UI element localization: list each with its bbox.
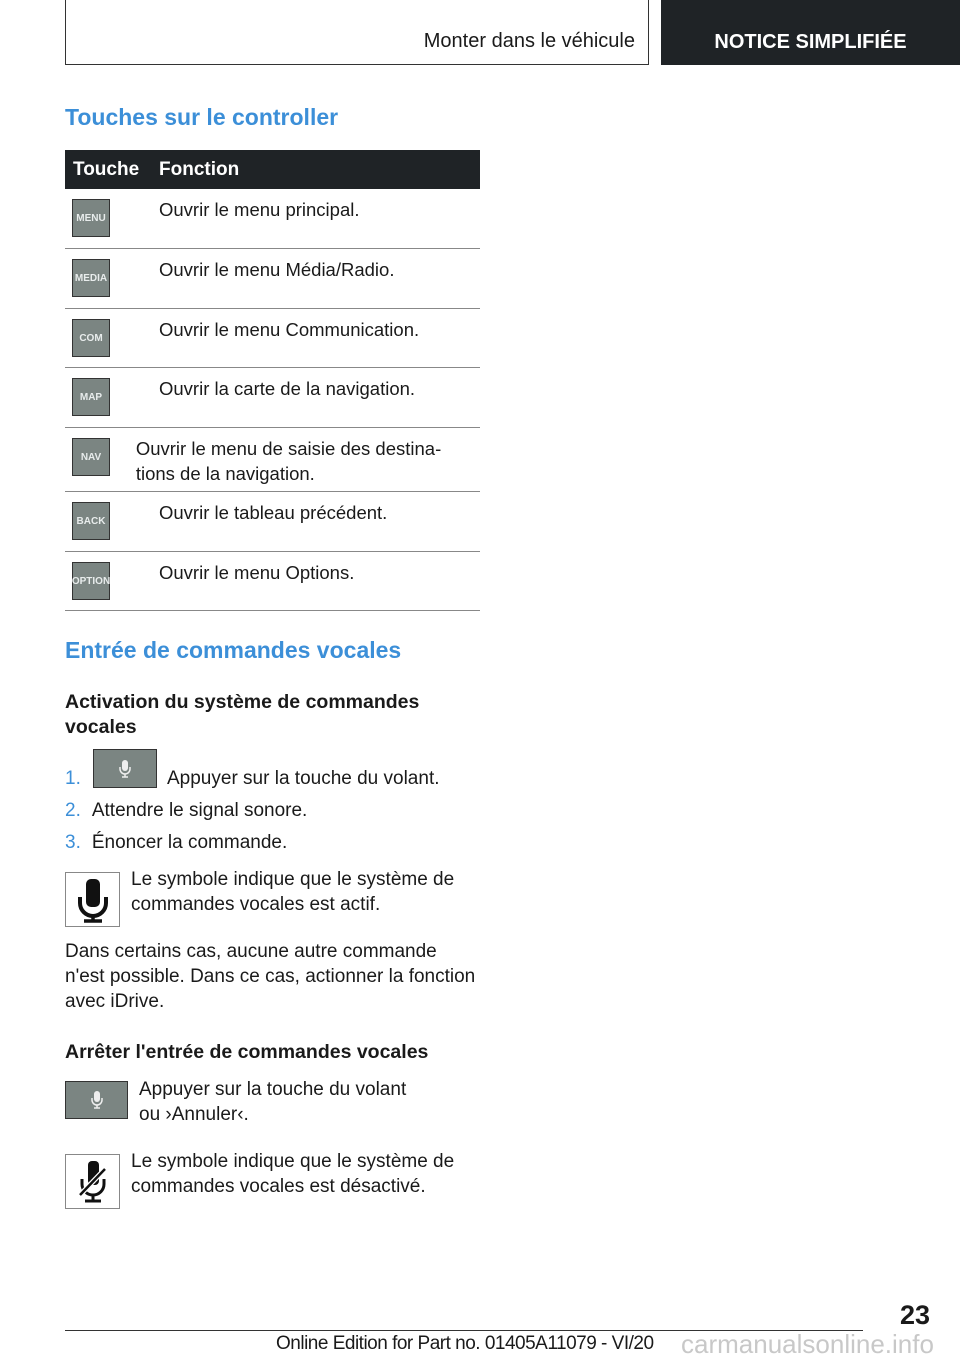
table-row — [65, 249, 480, 309]
step-text: Appuyer sur la touche du volant. — [167, 768, 440, 789]
function-cell: Ouvrir le tableau précédent. — [159, 502, 388, 523]
idrive-paragraph: Dans certains cas, aucune autre commande n'est possible. Dans ce cas, actionner la fonction avec iDrive. — [65, 941, 476, 1012]
back-key-icon: BACK — [72, 502, 110, 540]
key-cell — [65, 368, 159, 427]
step-number: 2. — [65, 800, 81, 821]
key-cell — [65, 428, 136, 491]
table-row — [65, 309, 480, 368]
step-text: Attendre le signal sonore. — [91, 800, 308, 821]
heading-controller: Touches sur le controller — [65, 104, 339, 130]
steering-voice-button — [93, 749, 157, 788]
key-cell — [65, 309, 159, 367]
watermark: carmanualsonline.info — [681, 1329, 934, 1359]
menu-key-icon: MENU — [72, 199, 110, 237]
voice-active-symbol — [65, 872, 120, 927]
function-cell: Ouvrir le menu de saisie des destina-tions de la navigation. — [135, 438, 442, 484]
com-key-icon: COM — [72, 319, 110, 357]
table-row — [65, 189, 480, 249]
key-cell — [65, 249, 159, 308]
stop-instruction: Appuyer sur la touche du volant ou ›Annuler‹. — [139, 1079, 407, 1125]
page-number: 23 — [899, 1300, 930, 1330]
step-text: Énoncer la commande. — [91, 832, 288, 853]
microphone-icon — [118, 759, 132, 779]
voice-inactive-symbol — [65, 1154, 120, 1209]
microphone-icon — [75, 877, 111, 923]
activation-heading: Activation du système de commandes vocales — [65, 691, 420, 738]
table-row — [65, 552, 480, 611]
key-cell — [65, 492, 159, 551]
header-badge: NOTICE SIMPLIFIÉE — [661, 0, 960, 65]
active-note: Le symbole indique que le système de commandes vocales est actif. — [131, 869, 455, 915]
section-title: Monter dans le véhicule — [423, 30, 635, 52]
table-header — [65, 150, 480, 189]
nav-key-icon: NAV — [72, 438, 110, 476]
function-cell: Ouvrir le menu Communication. — [159, 319, 420, 340]
function-cell: Ouvrir le menu Média/Radio. — [159, 259, 395, 280]
function-cell: Ouvrir le menu Options. — [159, 562, 355, 583]
heading-voice: Entrée de commandes vocales — [65, 637, 402, 663]
table-row — [65, 428, 480, 492]
key-cell — [65, 552, 159, 610]
edition-text: Online Edition for Part no. 01405A11079 - VI/20 — [276, 1333, 654, 1354]
step-1 — [65, 766, 81, 791]
inactive-note: Le symbole indique que le système de commandes vocales est désactivé. — [131, 1151, 455, 1197]
function-cell: Ouvrir le menu principal. — [159, 199, 360, 220]
stop-heading: Arrêter l'entrée de commandes vocales — [65, 1041, 429, 1063]
map-key-icon: MAP — [72, 378, 110, 416]
controller-table — [65, 150, 480, 611]
step-number: 1. — [65, 768, 81, 789]
media-key-icon: MEDIA — [72, 259, 110, 297]
step-number: 3. — [65, 832, 81, 853]
function-cell: Ouvrir la carte de la navigation. — [159, 378, 416, 399]
microphone-icon — [90, 1090, 104, 1110]
microphone-muted-icon — [75, 1159, 111, 1205]
key-cell — [65, 189, 159, 248]
step-3 — [65, 830, 287, 855]
step-2 — [65, 798, 307, 823]
steering-voice-button — [65, 1081, 128, 1119]
table-row — [65, 492, 480, 552]
table-row — [65, 368, 480, 428]
option-key-icon: OPTION — [72, 562, 110, 600]
col-fonction: Fonction — [159, 158, 240, 180]
col-touche: Touche — [73, 158, 140, 180]
